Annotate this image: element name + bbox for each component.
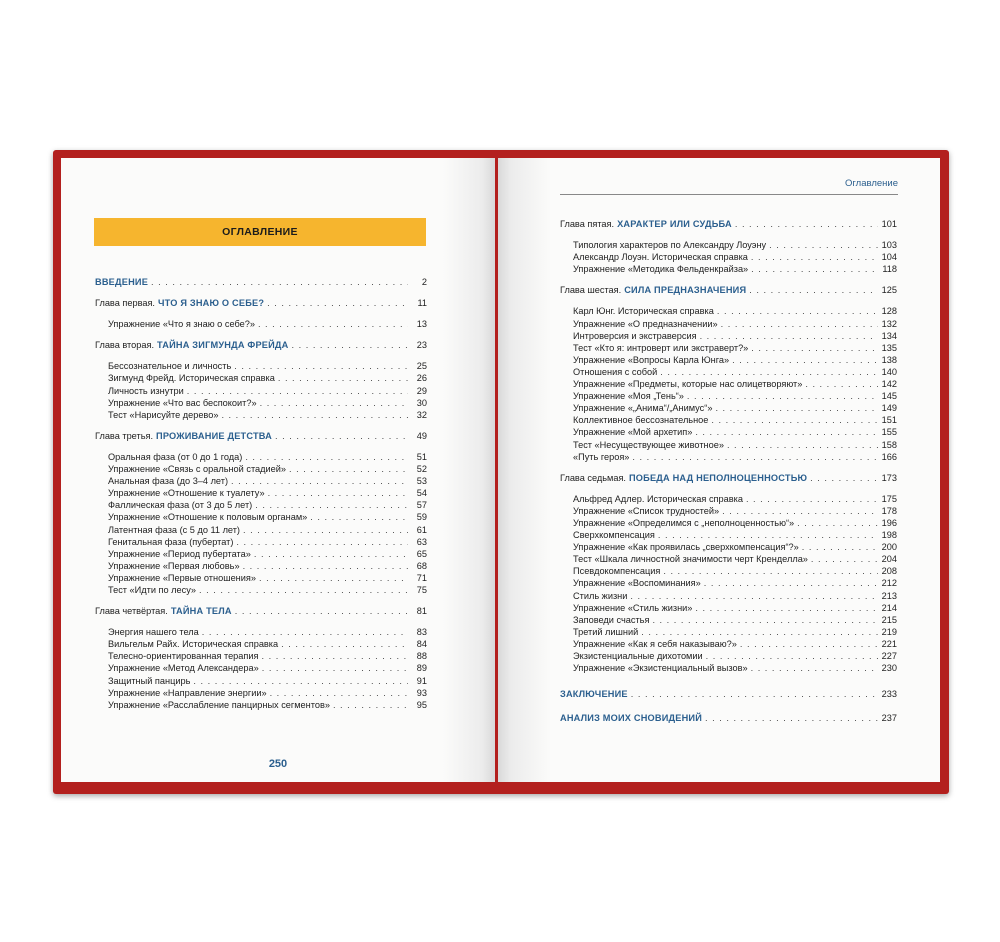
toc-entry[interactable] <box>560 390 897 402</box>
toc-entry[interactable] <box>560 426 897 438</box>
page-ref: 26 <box>416 373 427 384</box>
leader-dots <box>721 318 878 330</box>
entry-label: Упражнение «Что я знаю о себе?» <box>108 319 255 330</box>
toc-entry[interactable] <box>560 305 897 317</box>
entry-label: «Путь героя» <box>573 451 630 462</box>
page-ref: 61 <box>416 524 427 535</box>
leader-dots <box>193 675 408 687</box>
page-ref: 134 <box>881 330 897 341</box>
chapter-prefix: Глава седьмая. <box>560 472 626 483</box>
page-ref: 212 <box>881 578 897 589</box>
chapter-heading[interactable] <box>560 284 897 296</box>
toc-entry[interactable] <box>560 505 897 517</box>
leader-dots <box>259 572 408 584</box>
page-ref: 230 <box>881 663 897 674</box>
toc-entry[interactable] <box>95 548 427 560</box>
entry-label: Упражнение «Отношение к половым органам» <box>108 512 308 523</box>
leader-dots <box>732 354 878 366</box>
toc-entry[interactable] <box>560 626 897 638</box>
leader-dots <box>187 385 408 397</box>
toc-entry[interactable] <box>95 318 427 330</box>
leader-dots <box>658 529 878 541</box>
toc-entry[interactable] <box>560 414 897 426</box>
leader-dots <box>255 499 408 511</box>
chapter-title: ПОБЕДА НАД НЕПОЛНОЦЕННОСТЬЮ <box>628 472 808 483</box>
page-ref: 65 <box>416 548 427 559</box>
entry-label: Генитальная фаза (пубертат) <box>108 536 234 547</box>
page-ref: 208 <box>881 566 897 577</box>
chapter-title: ЧТО Я ЗНАЮ О СЕБЕ? <box>157 298 265 309</box>
leader-dots <box>262 662 408 674</box>
entry-label: Упражнение «Моя „Тень“» <box>573 391 684 402</box>
toc-entry[interactable] <box>560 318 897 330</box>
page-ref: 118 <box>882 264 897 275</box>
toc-entry[interactable] <box>95 524 427 536</box>
entry-label: Упражнение «Первые отношения» <box>108 572 256 583</box>
leader-dots <box>236 536 408 548</box>
page-ref: 166 <box>881 451 897 462</box>
page-ref: 25 <box>416 361 427 372</box>
leader-dots <box>202 626 408 638</box>
chapter-title: ПРОЖИВАНИЕ ДЕТСТВА <box>156 430 273 441</box>
toc-entry[interactable] <box>560 614 897 626</box>
toc-left <box>95 276 427 711</box>
toc-entry[interactable] <box>560 239 897 251</box>
toc-entry[interactable] <box>560 541 897 553</box>
leader-dots <box>740 638 878 650</box>
entry-label: Зигмунд Фрейд. Историческая справка <box>108 373 275 384</box>
leader-dots <box>695 602 878 614</box>
toc-conclusion[interactable] <box>560 688 897 700</box>
page-ref: 125 <box>881 285 897 296</box>
page-ref: 84 <box>416 639 427 650</box>
page-ref: 155 <box>881 427 897 438</box>
chapter-block <box>95 605 427 711</box>
page-ref: 101 <box>881 219 897 229</box>
entry-label: Экзистенциальные дихотомии <box>573 651 703 661</box>
page-number: 250 <box>268 758 288 770</box>
leader-dots <box>652 614 878 626</box>
chapter-heading[interactable] <box>95 339 427 351</box>
entry-label: Стиль жизни <box>573 590 628 601</box>
entry-label: Интроверсия и экстраверсия <box>573 330 697 341</box>
chapter-heading[interactable] <box>560 472 897 484</box>
leader-dots <box>695 426 878 438</box>
leader-dots <box>333 699 408 711</box>
entry-label: Оральная фаза (от 0 до 1 года) <box>108 451 243 462</box>
entry-label: Упражнение «Что вас беспокоит?» <box>108 397 257 408</box>
chapter-block <box>95 339 427 421</box>
leader-dots <box>717 305 878 317</box>
page-ref: 145 <box>881 391 897 402</box>
entry-label: Упражнение «Первая любовь» <box>108 560 240 571</box>
entry-label: Упражнение «Предметы, которые нас олицетворяют» <box>573 379 803 390</box>
entry-label: Бессознательное и личность <box>108 361 232 372</box>
leader-dots <box>715 402 878 414</box>
toc-entry[interactable] <box>95 638 427 650</box>
page-ref: 88 <box>416 651 427 662</box>
leader-dots <box>243 560 408 572</box>
page-ref: 51 <box>416 451 427 462</box>
page-ref: 54 <box>416 488 427 499</box>
leader-dots <box>278 372 408 384</box>
entry-label: Александр Лоуэн. Историческая справка <box>573 252 748 263</box>
leader-dots <box>749 284 878 296</box>
leader-dots <box>810 472 878 484</box>
leader-dots <box>310 511 408 523</box>
leader-dots <box>631 688 878 700</box>
toc-entry[interactable] <box>95 699 427 711</box>
toc-entry[interactable] <box>95 687 427 699</box>
toc-intro[interactable] <box>95 276 427 288</box>
toc-entry[interactable] <box>95 360 427 372</box>
chapter-prefix: Глава шестая. <box>560 285 622 296</box>
page-ref: 175 <box>881 493 897 504</box>
entry-label: Личность изнутри <box>108 385 184 396</box>
leader-dots <box>704 577 878 589</box>
toc-entry[interactable] <box>560 493 897 505</box>
page-ref: 71 <box>416 572 427 583</box>
leader-dots <box>245 451 408 463</box>
entry-label: Энергия нашего тела <box>108 627 199 638</box>
entry-label: Упражнение «О предназначении» <box>573 318 718 329</box>
entry-label: Защитный панцирь <box>108 675 191 686</box>
entry-label: Упражнение «Связь с оральной стадией» <box>108 464 287 475</box>
page-ref: 103 <box>881 240 897 251</box>
entry-label: Тест «Шкала личностной значимости черт Кренделла» <box>573 554 808 565</box>
toc-entry[interactable] <box>560 354 897 366</box>
entry-label: Вильгельм Райх. Историческая справка <box>108 639 279 650</box>
leader-dots <box>769 239 878 251</box>
chapter-prefix: Глава первая. <box>95 298 155 309</box>
toc-entry[interactable] <box>560 402 897 414</box>
page-ref: 132 <box>881 318 897 329</box>
entry-label: Псевдокомпенсация <box>573 566 661 577</box>
book-spread <box>53 150 949 794</box>
toc-dreams[interactable] <box>560 712 897 724</box>
entry-label: Заповеди счастья <box>573 614 650 625</box>
page-ref: 237 <box>881 713 897 724</box>
page-ref: 29 <box>416 385 427 396</box>
toc-entry[interactable] <box>560 602 897 614</box>
toc-entry[interactable] <box>95 487 427 499</box>
toc-entry[interactable] <box>95 584 427 596</box>
toc-entry[interactable] <box>560 251 897 263</box>
page-ref: 221 <box>881 638 897 649</box>
leader-dots <box>289 463 408 475</box>
page-ref: 140 <box>881 366 897 377</box>
leader-dots <box>700 330 878 342</box>
header-rule <box>560 194 898 195</box>
toc-entry[interactable] <box>95 650 427 662</box>
toc-entry[interactable] <box>95 662 427 674</box>
entry-label: Упражнение «Период пубертата» <box>108 548 251 559</box>
toc-entry[interactable] <box>560 263 897 275</box>
leader-dots <box>270 687 408 699</box>
entry-label: Упражнение «Как проявилась „сверхкомпенсация“?» <box>573 542 799 553</box>
page-ref: 173 <box>881 472 897 483</box>
entry-label: Анальная фаза (до 3–4 лет) <box>108 476 229 487</box>
entry-label: Тест «Нарисуйте дерево» <box>108 409 219 420</box>
entry-label: Типология характеров по Александру Лоуэну <box>573 240 767 251</box>
page-ref: 213 <box>881 590 897 601</box>
chapter-prefix: Глава вторая. <box>95 340 155 351</box>
toc-entry[interactable] <box>95 385 427 397</box>
toc-entry[interactable] <box>95 372 427 384</box>
toc-entry[interactable] <box>560 451 897 463</box>
toc-entry[interactable] <box>560 650 897 662</box>
chapter-heading[interactable] <box>95 605 427 617</box>
leader-dots <box>254 548 408 560</box>
toc-entry[interactable] <box>95 409 427 421</box>
section-title: ЗАКЛЮЧЕНИЕ <box>560 689 628 700</box>
chapter-block <box>560 472 897 675</box>
entry-label: Упражнение «Определимся с „неполноценностью“» <box>573 517 795 528</box>
toc-entry[interactable] <box>560 330 897 342</box>
page-ref: 59 <box>416 512 427 523</box>
leader-dots <box>199 584 408 596</box>
page-ref: 158 <box>881 439 897 450</box>
page-ref: 149 <box>881 403 897 414</box>
toc-entry[interactable] <box>95 397 427 409</box>
page-ref: 142 <box>881 379 897 390</box>
leader-dots <box>281 638 408 650</box>
leader-dots <box>663 565 878 577</box>
leader-dots <box>268 487 408 499</box>
page-ref: 128 <box>881 306 897 317</box>
chapter-title: ХАРАКТЕР ИЛИ СУДЬБА <box>617 219 732 229</box>
leader-dots <box>151 276 408 288</box>
leader-dots <box>275 430 408 442</box>
chapter-block <box>95 297 427 330</box>
toc-entry[interactable] <box>95 626 427 638</box>
page-ref: 227 <box>881 651 897 661</box>
leader-dots <box>797 517 878 529</box>
toc-entry[interactable] <box>560 342 897 354</box>
leader-dots <box>630 590 878 602</box>
page-ref: 198 <box>881 530 897 541</box>
entry-label: Фаллическая фаза (от 3 до 5 лет) <box>108 500 253 511</box>
entry-label: Упражнение «Расслабление панцирных сегментов» <box>108 699 330 710</box>
page-ref: 13 <box>416 319 427 330</box>
entry-label: Упражнение «Метод Александера» <box>108 663 259 674</box>
page-ref: 52 <box>416 464 427 475</box>
chapter-block <box>560 218 897 275</box>
entry-label: Упражнение «Отношение к туалету» <box>108 488 265 499</box>
leader-dots <box>262 650 409 662</box>
entry-label: Упражнение «Стиль жизни» <box>573 602 693 613</box>
toc-entry[interactable] <box>95 572 427 584</box>
page-ref: 95 <box>416 699 427 710</box>
page-ref: 68 <box>416 560 427 571</box>
leader-dots <box>705 712 878 724</box>
leader-dots <box>235 605 408 617</box>
toc-entry[interactable] <box>560 590 897 602</box>
page-ref: 23 <box>416 340 427 351</box>
chapter-heading[interactable] <box>95 297 427 309</box>
leader-dots <box>267 297 408 309</box>
page-ref: 32 <box>416 409 427 420</box>
leader-dots <box>660 366 878 378</box>
toc-entry[interactable] <box>560 529 897 541</box>
entry-label: Упражнение «Как я себя наказываю?» <box>573 638 737 649</box>
toc-entry[interactable] <box>560 565 897 577</box>
leader-dots <box>292 339 409 351</box>
page-ref: 63 <box>416 536 427 547</box>
page-ref: 30 <box>416 397 427 408</box>
toc-entry[interactable] <box>95 499 427 511</box>
entry-label: Альфред Адлер. Историческая справка <box>573 493 743 504</box>
toc-entry[interactable] <box>95 475 427 487</box>
page-ref: 75 <box>416 584 427 595</box>
leader-dots <box>746 493 878 505</box>
page-ref: 93 <box>416 687 427 698</box>
toc-entry[interactable] <box>95 560 427 572</box>
chapter-prefix: Глава пятая. <box>560 219 615 229</box>
entry-label: Упражнение «Вопросы Карла Юнга» <box>573 354 730 365</box>
page-ref: 215 <box>881 614 897 625</box>
page-ref: 135 <box>881 342 897 353</box>
chapter-heading[interactable] <box>95 430 427 442</box>
page-ref: 196 <box>881 517 897 528</box>
page-ref: 53 <box>416 476 427 487</box>
entry-label: Упражнение «„Анима“/„Анимус“» <box>573 403 713 414</box>
entry-label: Телесно-ориентированная терапия <box>108 651 259 662</box>
page-ref: 178 <box>881 505 897 516</box>
entry-label: Коллективное бессознательное <box>573 415 709 426</box>
page-ref: 138 <box>881 354 897 365</box>
page-ref: 233 <box>881 689 897 700</box>
entry-label: Сверхкомпенсация <box>573 530 655 541</box>
leader-dots <box>735 218 878 230</box>
page-ref: 57 <box>416 500 427 511</box>
leader-dots <box>231 475 408 487</box>
entry-label: Упражнение «Мой архетип» <box>573 427 693 438</box>
left-page <box>61 158 495 782</box>
toc-entry[interactable] <box>560 378 897 390</box>
page-ref: 11 <box>417 298 427 309</box>
leader-dots <box>751 263 878 275</box>
leader-dots <box>751 662 878 674</box>
toc-entry[interactable] <box>560 638 897 650</box>
page-ref: 81 <box>416 606 427 617</box>
toc-entry[interactable] <box>95 451 427 463</box>
leader-dots <box>243 524 408 536</box>
leader-dots <box>234 360 408 372</box>
leader-dots <box>722 505 878 517</box>
contents-banner: ОГЛАВЛЕНИЕ <box>94 218 426 246</box>
page-ref: 214 <box>881 602 897 613</box>
leader-dots <box>260 397 408 409</box>
leader-dots <box>727 439 878 451</box>
chapter-prefix: Глава третья. <box>95 430 154 441</box>
toc-entry[interactable] <box>95 536 427 548</box>
chapter-title: СИЛА ПРЕДНАЗНАЧЕНИЯ <box>624 285 747 296</box>
toc-entry[interactable] <box>95 675 427 687</box>
toc-entry[interactable] <box>560 517 897 529</box>
entry-label: Тест «Идти по лесу» <box>108 584 197 595</box>
chapter-prefix: Глава четвёртая. <box>95 606 168 617</box>
page-ref: 104 <box>881 252 897 263</box>
entry-label: Тест «Кто я: интроверт или экстраверт?» <box>573 342 749 353</box>
section-title: ВВЕДЕНИЕ <box>95 277 149 287</box>
chapter-heading[interactable] <box>560 218 897 230</box>
leader-dots <box>811 553 878 565</box>
leader-dots <box>711 414 878 426</box>
chapter-block <box>95 430 427 596</box>
entry-label: Упражнение «Воспоминания» <box>573 578 701 589</box>
leader-dots <box>258 318 408 330</box>
toc-entry[interactable] <box>560 553 897 565</box>
leader-dots <box>221 409 408 421</box>
entry-label: Карл Юнг. Историческая справка <box>573 306 714 317</box>
toc-entry[interactable] <box>95 463 427 475</box>
leader-dots <box>802 541 878 553</box>
toc-entry[interactable] <box>560 366 897 378</box>
leader-dots <box>632 451 878 463</box>
page-ref: 204 <box>881 554 897 565</box>
right-page <box>498 158 940 782</box>
chapter-title: ТАЙНА ТЕЛА <box>170 606 232 617</box>
entry-label: Латентная фаза (с 5 до 11 лет) <box>108 524 240 535</box>
page-ref: 49 <box>416 430 427 441</box>
chapter-block <box>560 284 897 462</box>
leader-dots <box>751 251 878 263</box>
page-ref: 2 <box>421 277 427 287</box>
leader-dots <box>641 626 878 638</box>
leader-dots <box>805 378 878 390</box>
entry-label: Тест «Несуществующее животное» <box>573 439 724 450</box>
entry-label: Упражнение «Экзистенциальный вызов» <box>573 663 748 674</box>
page-ref: 219 <box>881 626 897 637</box>
entry-label: Упражнение «Методика Фельденкрайза» <box>573 264 749 275</box>
leader-dots <box>751 342 878 354</box>
entry-label: Отношения с собой <box>573 366 658 377</box>
entry-label: Упражнение «Направление энергии» <box>108 687 267 698</box>
chapter-title: ТАЙНА ЗИГМУНДА ФРЕЙДА <box>157 340 289 351</box>
page-ref: 91 <box>416 675 427 686</box>
page-ref: 89 <box>416 663 427 674</box>
section-title: АНАЛИЗ МОИХ СНОВИДЕНИЙ <box>560 713 703 724</box>
toc-entry[interactable] <box>560 662 897 674</box>
leader-dots <box>687 390 878 402</box>
leader-dots <box>706 650 878 662</box>
page-ref: 200 <box>881 542 897 553</box>
page-ref: 83 <box>416 627 427 638</box>
toc-right <box>560 218 897 724</box>
toc-entry[interactable] <box>560 577 897 589</box>
entry-label: Упражнение «Список трудностей» <box>573 505 720 516</box>
toc-entry[interactable] <box>95 511 427 523</box>
toc-entry[interactable] <box>560 439 897 451</box>
entry-label: Третий лишний <box>573 626 639 637</box>
running-head: Оглавление <box>845 178 898 189</box>
page-ref: 151 <box>881 415 897 426</box>
